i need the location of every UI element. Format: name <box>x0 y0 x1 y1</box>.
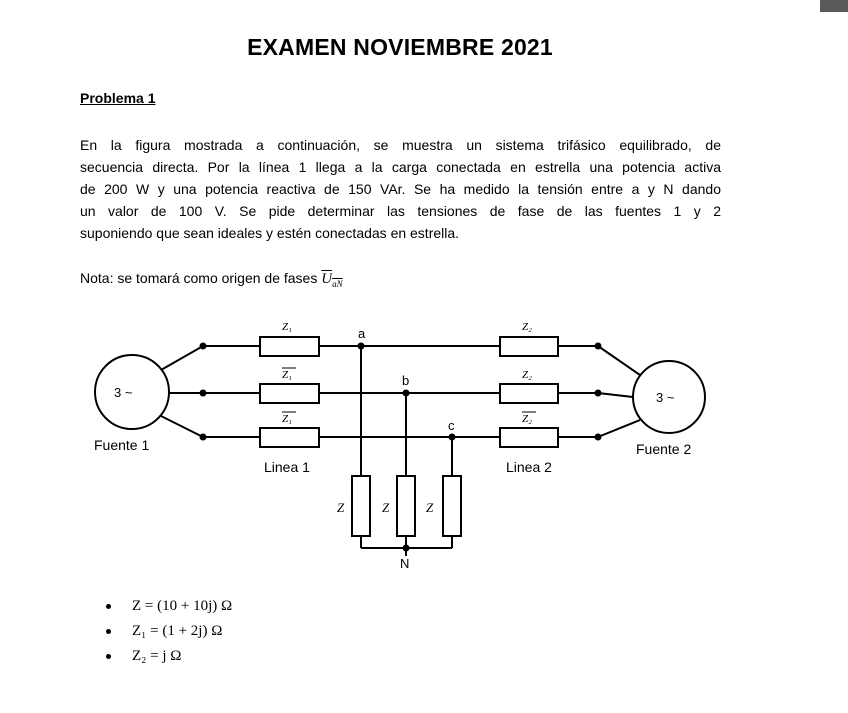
line1-impedance-b <box>260 384 319 403</box>
source-2-symbol: 3 ~ <box>656 390 675 405</box>
exam-title: EXAMEN NOVIEMBRE 2021 <box>247 34 553 60</box>
z2-label: Z₂ <box>522 321 532 333</box>
list-item: Z = (10 + 10j) Ω <box>104 594 232 619</box>
statement-line: suponiendo que sean ideales y estén conectadas en estrella. <box>80 225 460 241</box>
list-item: Z₂ = j Ω <box>104 644 232 669</box>
line2-impedance-a <box>500 337 558 356</box>
line-1-label: Linea 1 <box>264 459 310 475</box>
source-2-label: Fuente 2 <box>636 441 692 457</box>
source-1-symbol: 3 ~ <box>114 385 133 400</box>
source-1-label: Fuente 1 <box>94 437 150 453</box>
statement-line: En la figura mostrada a continuación, se muestra un sistema trifásico equilibrado, de <box>80 137 721 153</box>
load-z-label: Z <box>382 500 390 515</box>
load-impedance-b <box>397 476 415 536</box>
statement-line: secuencia directa. Por la línea 1 llega a la carga conectada en estrella una potencia activa <box>80 159 721 175</box>
line2-impedance-c <box>500 428 558 447</box>
line2-impedance-b <box>500 384 558 403</box>
line-2-label: Linea 2 <box>506 459 552 475</box>
problem-heading: Problema 1 <box>80 90 156 106</box>
problem-statement <box>80 134 721 244</box>
node-b-label: b <box>402 373 410 388</box>
node-a-label: a <box>358 326 366 341</box>
line1-impedance-a <box>260 337 319 356</box>
node-n-label: N <box>400 556 410 571</box>
z2-label: Z₂ <box>522 413 532 425</box>
load-z-label: Z <box>337 500 345 515</box>
window-corner-block <box>820 0 848 12</box>
z1-label: Z₁ <box>282 321 292 333</box>
z1-label: Z₁ <box>282 369 292 381</box>
list-item: Z₁ = (1 + 2j) Ω <box>104 619 232 644</box>
load-z-label: Z <box>426 500 434 515</box>
z2-label: Z₂ <box>522 369 532 381</box>
z1-label: Z₁ <box>282 413 292 425</box>
statement-line: un valor de 100 V. Se pide determinar las tensiones de fase de las fuentes 1 y 2 <box>80 203 721 219</box>
circuit-diagram <box>0 300 848 590</box>
given-data-list <box>104 594 232 669</box>
phase-origin-note <box>80 270 343 289</box>
note-text: Nota: se tomará como origen de fases <box>80 270 318 286</box>
load-impedance-c <box>443 476 461 536</box>
phase-origin-vector: $U_{aN}$ <box>321 271 343 289</box>
load-impedance-a <box>352 476 370 536</box>
node-c-label: c <box>448 418 455 433</box>
statement-line: de 200 W y una potencia reactiva de 150 VAr. Se ha medido la tensión entre a y N dando <box>80 181 721 197</box>
line1-impedance-c <box>260 428 319 447</box>
